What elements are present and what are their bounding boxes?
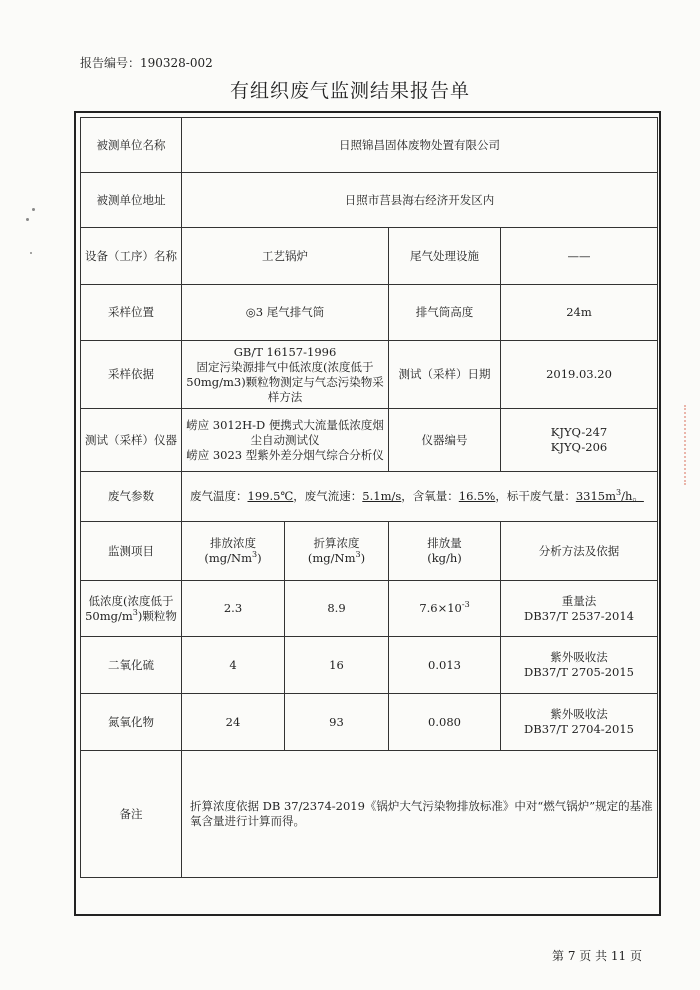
header-item: 监测项目 (81, 522, 182, 581)
emission-conc: 24 (182, 694, 285, 751)
remarks-label: 备注 (81, 751, 182, 878)
instrument-2: 崂应 3023 型紫外差分烟气综合分析仪 (186, 447, 384, 462)
method: 紫外吸收法 DB37/T 2705-2015 (501, 637, 658, 694)
row-equipment (81, 228, 658, 285)
item-so2: 二氧化硫 (81, 637, 182, 694)
header-converted-conc: 折算浓度 (mg/Nm$^3$) (285, 522, 389, 581)
page-title: 有组织废气监测结果报告单 (229, 80, 470, 102)
basis-title: 固定污染源排气中低浓度(浓度低于50mg/m3)颗粒物测定与气态污染物采样方法 (186, 359, 384, 404)
row-unit-name (81, 118, 658, 173)
std-flow-label: ，标干废气量： (495, 489, 576, 503)
scan-speck (26, 218, 29, 221)
instrument-value (182, 409, 389, 472)
method: 重量法 DB37/T 2537-2014 (501, 581, 658, 637)
emission-rate: $7.6\times 10^{-3}$ (389, 581, 501, 637)
instrument-label: 测试（采样）仪器 (81, 409, 182, 472)
test-date-label: 测试（采样）日期 (389, 341, 501, 409)
test-date-value: 2019.03.20 (501, 341, 658, 409)
method: 紫外吸收法 DB37/T 2704-2015 (501, 694, 658, 751)
report-table (80, 117, 658, 878)
treatment-value: —— (501, 228, 658, 285)
instrument-no-1: KJYQ-247 (550, 425, 608, 439)
sampling-location-label: 采样位置 (81, 285, 182, 341)
unit-address-value: 日照市莒县海右经济开发区内 (182, 173, 658, 228)
row-sampling-basis (81, 341, 658, 409)
emission-conc: 4 (182, 637, 285, 694)
report-number: 报告编号：190328-002 (80, 56, 213, 70)
row-sampling-location (81, 285, 658, 341)
item-particulate: 低浓度(浓度低于$50mg/m^3$)颗粒物 (81, 581, 182, 637)
stack-height-value: 24m (501, 285, 658, 341)
scan-speck (32, 208, 35, 211)
emission-rate: 0.080 (389, 694, 501, 751)
equipment-label: 设备（工序）名称 (81, 228, 182, 285)
row-instrument (81, 409, 658, 472)
unit-name-value: 日照锦昌固体废物处置有限公司 (182, 118, 658, 173)
header-method: 分析方法及依据 (501, 522, 658, 581)
emission-rate: 0.013 (389, 637, 501, 694)
remarks-text: 折算浓度依据 DB 37/2374-2019《锅炉大气污染物排放标准》中对“燃气锅炉”规定的基准氧含量进行计算而得。 (182, 751, 658, 878)
flow-value: 5.1m/s (362, 489, 402, 503)
instrument-no-label: 仪器编号 (389, 409, 501, 472)
instrument-no-value (501, 409, 658, 472)
table-row (81, 581, 658, 637)
stack-height-label: 排气筒高度 (389, 285, 501, 341)
item-nox: 氮氧化物 (81, 694, 182, 751)
treatment-label: 尾气处理设施 (389, 228, 501, 285)
row-gas-params (81, 472, 658, 522)
scan-speck (30, 252, 32, 254)
equipment-value: 工艺锅炉 (182, 228, 389, 285)
basis-standard: GB/T 16157-1996 (233, 344, 337, 359)
header-emission-conc: 排放浓度 (mg/Nm$^3$) (182, 522, 285, 581)
converted-conc: 16 (285, 637, 389, 694)
unit-name-label: 被测单位名称 (81, 118, 182, 173)
gas-params-label: 废气参数 (81, 472, 182, 522)
stamp-edge-mark (684, 405, 700, 485)
converted-conc: 93 (285, 694, 389, 751)
instrument-1: 崂应 3012H-D 便携式大流量低浓度烟尘自动测试仪 (186, 417, 384, 447)
std-flow-value: $3315m^3/h$。 (575, 488, 644, 503)
temp-label: 废气温度： (190, 489, 248, 503)
temp-value: 199.5℃ (247, 489, 294, 503)
sampling-location-value: ◎3 尾气排气筒 (182, 285, 389, 341)
oxygen-value: 16.5% (458, 489, 496, 503)
row-monitoring-header (81, 522, 658, 581)
row-unit-address (81, 173, 658, 228)
emission-conc: 2.3 (182, 581, 285, 637)
table-row (81, 637, 658, 694)
gas-params-value (182, 472, 658, 522)
flow-label: ，废气流速： (293, 489, 363, 503)
sampling-basis-value (182, 341, 389, 409)
converted-conc: 8.9 (285, 581, 389, 637)
oxygen-label: ，含氧量： (401, 489, 459, 503)
instrument-no-2: KJYQ-206 (550, 440, 608, 454)
page-number: 第 7 页 共 11 页 (552, 949, 642, 963)
row-remarks (81, 751, 658, 878)
unit-address-label: 被测单位地址 (81, 173, 182, 228)
sampling-basis-label: 采样依据 (81, 341, 182, 409)
stamp-edge-mark (686, 335, 700, 405)
table-row (81, 694, 658, 751)
header-emission-rate: 排放量 (kg/h) (389, 522, 501, 581)
